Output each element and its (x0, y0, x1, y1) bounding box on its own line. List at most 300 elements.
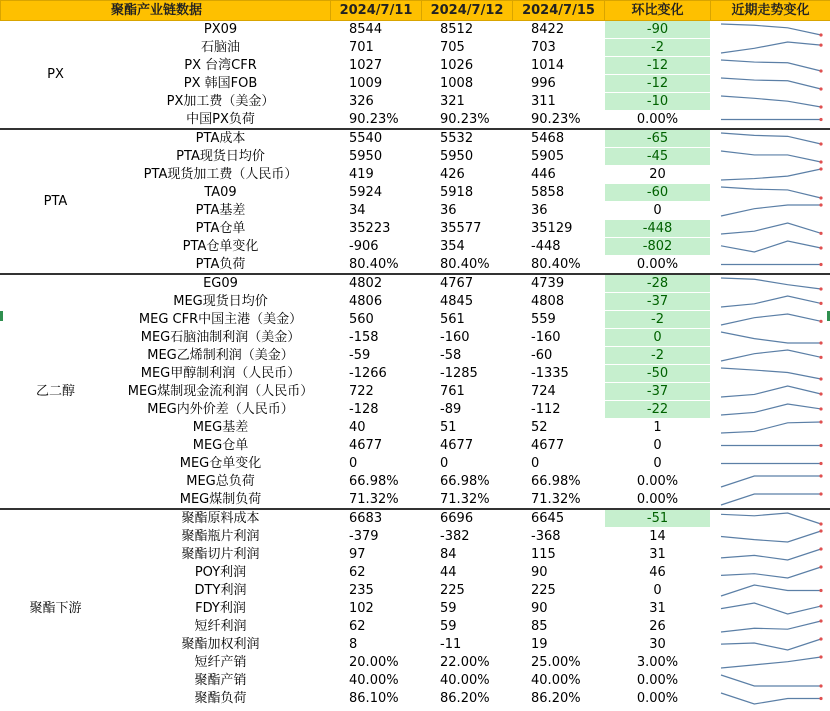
value-cell-2: 5532 (422, 129, 513, 148)
sparkline-cell (711, 148, 830, 166)
value-cell-1: 1009 (349, 76, 383, 91)
table-row (1, 274, 830, 293)
indicator-name: MEG现货日均价 (173, 294, 268, 309)
table-body (1, 21, 830, 708)
sparkline (711, 491, 830, 508)
table-row (1, 383, 830, 401)
indicator-name: 聚酯原料成本 (111, 509, 331, 528)
change-cell: 0.00% (636, 691, 679, 706)
value-cell-2: 59 (440, 619, 457, 634)
indicator-name: MEG甲醇制利润（人民币） (140, 366, 301, 381)
table-row (1, 365, 830, 383)
sparkline (711, 401, 830, 418)
value-cell-2: 35577 (440, 221, 482, 236)
change-cell: -50 (605, 365, 711, 383)
value-cell-2: 8512 (440, 22, 474, 37)
change-cell: 0.00% (636, 257, 679, 272)
sparkline-last-point (819, 320, 822, 323)
value-cell-2: -58 (440, 348, 462, 363)
indicator-name: TA09 (204, 185, 237, 200)
indicator-name: PTA仓单变化 (182, 239, 259, 254)
sparkline (711, 21, 830, 38)
value-cell-3: 90 (531, 565, 548, 580)
value-cell-2: 59 (440, 601, 457, 616)
value-cell-3: 4808 (531, 294, 565, 309)
sparkline (711, 654, 830, 671)
value-cell-2: 36 (440, 203, 457, 218)
change-cell: 46 (649, 565, 666, 580)
value-cell-3: 225 (531, 583, 556, 598)
category-cell: 乙二醇 (1, 274, 111, 509)
change-cell: -802 (605, 238, 711, 256)
sparkline-last-point (819, 246, 822, 249)
sparkline-last-point (819, 565, 822, 568)
indicator-name: 短纤产销 (194, 655, 247, 670)
table-row (1, 256, 830, 275)
sparkline (711, 618, 830, 635)
sparkline (711, 311, 830, 328)
sparkline (711, 202, 830, 219)
sparkline-last-point (819, 492, 822, 495)
value-cell-1: 6683 (331, 509, 422, 528)
table-row (1, 546, 830, 564)
change-cell: 0 (653, 438, 662, 453)
value-cell-2: 354 (440, 239, 465, 254)
value-cell-3: 19 (531, 637, 548, 652)
sparkline-cell (711, 184, 830, 202)
table-row (1, 618, 830, 636)
value-cell-3: 90 (531, 601, 548, 616)
value-cell-2: 561 (440, 312, 465, 327)
sparkline-cell (711, 401, 830, 419)
value-cell-1: 62 (349, 619, 366, 634)
value-cell-1: 235 (349, 583, 374, 598)
indicator-name: DTY利润 (194, 583, 247, 598)
value-cell-1: 80.40% (349, 257, 399, 272)
date-header-2: 2024/7/12 (422, 1, 513, 21)
sparkline (711, 256, 830, 273)
sparkline-last-point (819, 87, 822, 90)
sparkline (711, 130, 830, 147)
indicator-name: PX 台湾CFR (184, 58, 257, 73)
indicator-name: MEG内外价差（人民币） (147, 402, 294, 417)
indicator-name: POY利润 (194, 565, 247, 580)
indicator-name: 中国PX负荷 (186, 112, 255, 127)
value-cell-2: 44 (440, 565, 457, 580)
indicator-name: PX 韩国FOB (183, 76, 258, 91)
value-cell-3: 724 (531, 384, 556, 399)
value-cell-3: 52 (531, 420, 548, 435)
indicator-name: MEG基差 (192, 420, 249, 435)
sparkline-path (721, 567, 821, 578)
indicator-name: MEG煤制现金流利润（人民币） (127, 384, 314, 399)
value-cell-1: 97 (349, 547, 366, 562)
change-cell: -2 (605, 311, 711, 329)
sparkline-cell (711, 582, 830, 600)
sparkline-path (721, 404, 821, 415)
indicator-name: PTA成本 (111, 129, 331, 148)
table-row (1, 111, 830, 130)
value-cell-2: 705 (440, 40, 465, 55)
value-cell-2: -160 (440, 330, 470, 345)
sparkline-path (721, 314, 821, 325)
sparkline-cell (711, 293, 830, 311)
value-cell-2: 4767 (422, 274, 513, 293)
sparkline-path (721, 549, 821, 560)
sparkline-last-point (819, 589, 822, 592)
sparkline-last-point (819, 160, 822, 163)
sparkline-path (721, 169, 821, 180)
sparkline (711, 347, 830, 364)
sparkline-path (721, 639, 821, 650)
change-cell: -22 (605, 401, 711, 419)
indicator-name: MEG仓单 (192, 438, 249, 453)
sparkline (711, 166, 830, 183)
value-cell-3: 5905 (531, 149, 565, 164)
sparkline-path (721, 42, 821, 53)
table-row (1, 672, 830, 690)
value-cell-2: -89 (440, 402, 462, 417)
indicator-name: PTA仓单 (195, 221, 246, 236)
value-cell-3: 71.32% (531, 492, 581, 507)
value-cell-3: 996 (531, 76, 556, 91)
sparkline-cell (711, 238, 830, 256)
value-cell-3: 5858 (531, 185, 565, 200)
value-cell-3: 35129 (531, 221, 573, 236)
sparkline-last-point (819, 637, 822, 640)
value-cell-3: 36 (531, 203, 548, 218)
value-cell-1: 4677 (349, 438, 383, 453)
sparkline-cell (711, 509, 830, 528)
table-row (1, 564, 830, 582)
sparkline-path (721, 241, 821, 252)
table-row (1, 347, 830, 365)
left-edge-marker (0, 311, 3, 321)
sparkline-path (721, 296, 821, 307)
value-cell-3: -160 (531, 330, 561, 345)
value-cell-2: -11 (440, 637, 462, 652)
value-cell-1: 102 (349, 601, 374, 616)
table-row (1, 129, 830, 148)
change-cell: 30 (649, 637, 666, 652)
change-cell: -28 (605, 274, 711, 293)
sparkline-last-point (819, 341, 822, 344)
value-cell-3: 703 (531, 40, 556, 55)
sparkline (711, 39, 830, 56)
category-cell: PX (1, 21, 111, 130)
value-cell-1: 90.23% (349, 112, 399, 127)
sparkline-last-point (819, 462, 822, 465)
value-cell-2: 71.32% (440, 492, 490, 507)
sparkline (711, 473, 830, 490)
value-cell-3: -60 (531, 348, 553, 363)
sparkline-last-point (819, 655, 822, 658)
value-cell-1: 701 (349, 40, 374, 55)
sparkline-cell (711, 329, 830, 347)
value-cell-3: -368 (531, 529, 561, 544)
change-cell: -12 (605, 75, 711, 93)
value-cell-3: 4739 (513, 274, 605, 293)
sparkline-last-point (819, 263, 822, 266)
value-cell-3: 559 (531, 312, 556, 327)
value-cell-3: -448 (531, 239, 561, 254)
value-cell-2: 225 (440, 583, 465, 598)
value-cell-3: 86.20% (531, 691, 581, 706)
value-cell-1: 4806 (349, 294, 383, 309)
sparkline-last-point (819, 203, 822, 206)
indicator-name: 聚酯瓶片利润 (181, 529, 260, 544)
sparkline-last-point (819, 522, 822, 525)
table-title: 聚酯产业链数据 (1, 1, 331, 21)
indicator-name: MEG仓单变化 (179, 456, 262, 471)
sparkline-cell (711, 491, 830, 510)
table-row (1, 166, 830, 184)
sparkline (711, 148, 830, 165)
value-cell-1: -59 (349, 348, 371, 363)
value-cell-1: -128 (349, 402, 379, 417)
value-cell-3: 25.00% (531, 655, 581, 670)
value-cell-1: 5924 (349, 185, 383, 200)
sparkline (711, 528, 830, 545)
sparkline-last-point (819, 619, 822, 622)
sparkline-cell (711, 618, 830, 636)
indicator-name: PTA现货加工费（人民币） (143, 167, 298, 182)
value-cell-3: 66.98% (531, 474, 581, 489)
sparkline-cell (711, 437, 830, 455)
sparkline-path (721, 205, 821, 216)
indicator-name: MEG总负荷 (186, 474, 255, 489)
sparkline (711, 582, 830, 599)
sparkline-cell (711, 528, 830, 546)
table-row (1, 600, 830, 618)
value-cell-3: 6645 (513, 509, 605, 528)
value-cell-2: 86.20% (440, 691, 490, 706)
table-row (1, 93, 830, 111)
date-header-3: 2024/7/15 (513, 1, 605, 21)
sparkline-path (721, 332, 821, 343)
sparkline-last-point (819, 105, 822, 108)
sparkline (711, 546, 830, 563)
value-cell-2: 1026 (440, 58, 474, 73)
value-cell-2: 80.40% (440, 257, 490, 272)
change-cell: -10 (605, 93, 711, 111)
value-cell-2: 1008 (440, 76, 474, 91)
sparkline (711, 275, 830, 292)
change-cell: -45 (605, 148, 711, 166)
indicator-name: MEG石脑油制利润（美金） (140, 330, 301, 345)
indicator-name: MEG乙烯制利润（美金） (147, 348, 294, 363)
sparkline-last-point (819, 287, 822, 290)
value-cell-3: 4677 (531, 438, 565, 453)
change-cell: 0.00% (636, 492, 679, 507)
change-cell: -65 (605, 129, 711, 148)
sparkline-path (721, 96, 821, 107)
sparkline-path (721, 24, 821, 35)
sparkline (711, 672, 830, 689)
sparkline-cell (711, 129, 830, 148)
sparkline-cell (711, 564, 830, 582)
table-row (1, 455, 830, 473)
change-cell: 0.00% (636, 673, 679, 688)
sparkline-path (721, 223, 821, 234)
change-cell: -37 (605, 383, 711, 401)
value-cell-3: -1335 (531, 366, 569, 381)
value-cell-1: 560 (349, 312, 374, 327)
sparkline-cell (711, 473, 830, 491)
value-cell-1: 419 (349, 167, 374, 182)
sparkline-cell (711, 274, 830, 293)
value-cell-1: 20.00% (349, 655, 399, 670)
value-cell-1: 35223 (349, 221, 391, 236)
sparkline-last-point (819, 302, 822, 305)
value-cell-2: 4845 (440, 294, 474, 309)
table-row (1, 473, 830, 491)
sparkline-cell (711, 600, 830, 618)
change-cell: 0.00% (636, 112, 679, 127)
value-cell-3: 40.00% (531, 673, 581, 688)
sparkline-last-point (819, 33, 822, 36)
table-row (1, 39, 830, 57)
sparkline-path (721, 513, 821, 524)
change-cell: 14 (649, 529, 666, 544)
sparkline-path (721, 187, 821, 198)
value-cell-3: 115 (531, 547, 556, 562)
sparkline-cell (711, 636, 830, 654)
sparkline-path (721, 368, 821, 379)
table-row (1, 57, 830, 75)
sparkline-last-point (819, 232, 822, 235)
sparkline-last-point (819, 196, 822, 199)
indicator-name: MEG CFR中国主港（美金） (138, 312, 303, 327)
value-cell-1: 8 (349, 637, 358, 652)
table-row (1, 582, 830, 600)
value-cell-3: 90.23% (531, 112, 581, 127)
value-cell-1: 71.32% (349, 492, 399, 507)
sparkline-path (721, 603, 821, 614)
change-cell: 31 (649, 601, 666, 616)
sparkline (711, 636, 830, 653)
indicator-name: 短纤利润 (194, 619, 247, 634)
table-row (1, 654, 830, 672)
sparkline-last-point (819, 474, 822, 477)
sparkline-cell (711, 546, 830, 564)
trend-header: 近期走势变化 (711, 1, 830, 21)
table-row (1, 184, 830, 202)
sparkline (711, 184, 830, 201)
indicator-name: FDY利润 (195, 601, 246, 616)
value-cell-1: 34 (349, 203, 366, 218)
sparkline-last-point (819, 167, 822, 170)
sparkline-last-point (819, 69, 822, 72)
table-row (1, 491, 830, 510)
table-row (1, 75, 830, 93)
sparkline (711, 238, 830, 255)
value-cell-3: 85 (531, 619, 548, 634)
value-cell-2: 0 (440, 456, 449, 471)
table-row (1, 311, 830, 329)
value-cell-2: 426 (440, 167, 465, 182)
sparkline-last-point (819, 392, 822, 395)
sparkline-cell (711, 111, 830, 130)
sparkline (711, 690, 830, 707)
indicator-name: 聚酯产销 (194, 673, 247, 688)
category-cell: 聚酯下游 (1, 509, 111, 708)
value-cell-1: 5540 (331, 129, 422, 148)
sparkline (711, 57, 830, 74)
value-cell-1: -379 (349, 529, 379, 544)
change-cell: 0.00% (636, 474, 679, 489)
table-row (1, 202, 830, 220)
table-row (1, 437, 830, 455)
change-cell: 0 (605, 329, 711, 347)
change-cell: 0 (653, 583, 662, 598)
indicator-name: PTA现货日均价 (176, 149, 265, 164)
value-cell-2: 761 (440, 384, 465, 399)
value-cell-3: 5468 (513, 129, 605, 148)
sparkline (711, 293, 830, 310)
indicator-name: 聚酯加权利润 (181, 637, 260, 652)
table-row (1, 148, 830, 166)
sparkline (711, 75, 830, 92)
value-cell-1: 326 (349, 94, 374, 109)
sparkline-cell (711, 166, 830, 184)
sparkline (711, 383, 830, 400)
value-cell-1: 62 (349, 565, 366, 580)
sparkline-cell (711, 21, 830, 39)
sparkline-path (721, 494, 821, 505)
sparkline-path (721, 422, 821, 433)
sparkline-path (721, 278, 821, 289)
sparkline-cell (711, 93, 830, 111)
sparkline-path (721, 693, 821, 704)
value-cell-1: 40 (349, 420, 366, 435)
value-cell-2: 84 (440, 547, 457, 562)
table-row (1, 509, 830, 528)
sparkline-cell (711, 220, 830, 238)
value-cell-1: -1266 (349, 366, 387, 381)
table-row (1, 238, 830, 256)
table-row (1, 21, 830, 39)
indicator-name: 聚酯负荷 (194, 691, 247, 706)
sparkline-cell (711, 202, 830, 220)
value-cell-2: 5950 (440, 149, 474, 164)
value-cell-2: -382 (440, 529, 470, 544)
indicator-name: EG09 (111, 274, 331, 293)
value-cell-3: 311 (531, 94, 556, 109)
change-cell: 3.00% (636, 655, 679, 670)
change-cell: -2 (605, 39, 711, 57)
sparkline-path (721, 350, 821, 361)
value-cell-1: 40.00% (349, 673, 399, 688)
sparkline (711, 564, 830, 581)
sparkline-cell (711, 311, 830, 329)
sparkline (711, 365, 830, 382)
sparkline-path (721, 585, 821, 596)
sparkline-cell (711, 690, 830, 708)
sparkline-cell (711, 672, 830, 690)
change-cell: -90 (605, 21, 711, 39)
sparkline-cell (711, 419, 830, 437)
indicator-name: PTA负荷 (195, 257, 246, 272)
value-cell-2: -1285 (440, 366, 478, 381)
sparkline-last-point (819, 44, 822, 47)
value-cell-2: 22.00% (440, 655, 490, 670)
change-header: 环比变化 (605, 1, 711, 21)
change-cell: -37 (605, 293, 711, 311)
sparkline-last-point (819, 697, 822, 700)
sparkline-last-point (819, 547, 822, 550)
sparkline-cell (711, 57, 830, 75)
